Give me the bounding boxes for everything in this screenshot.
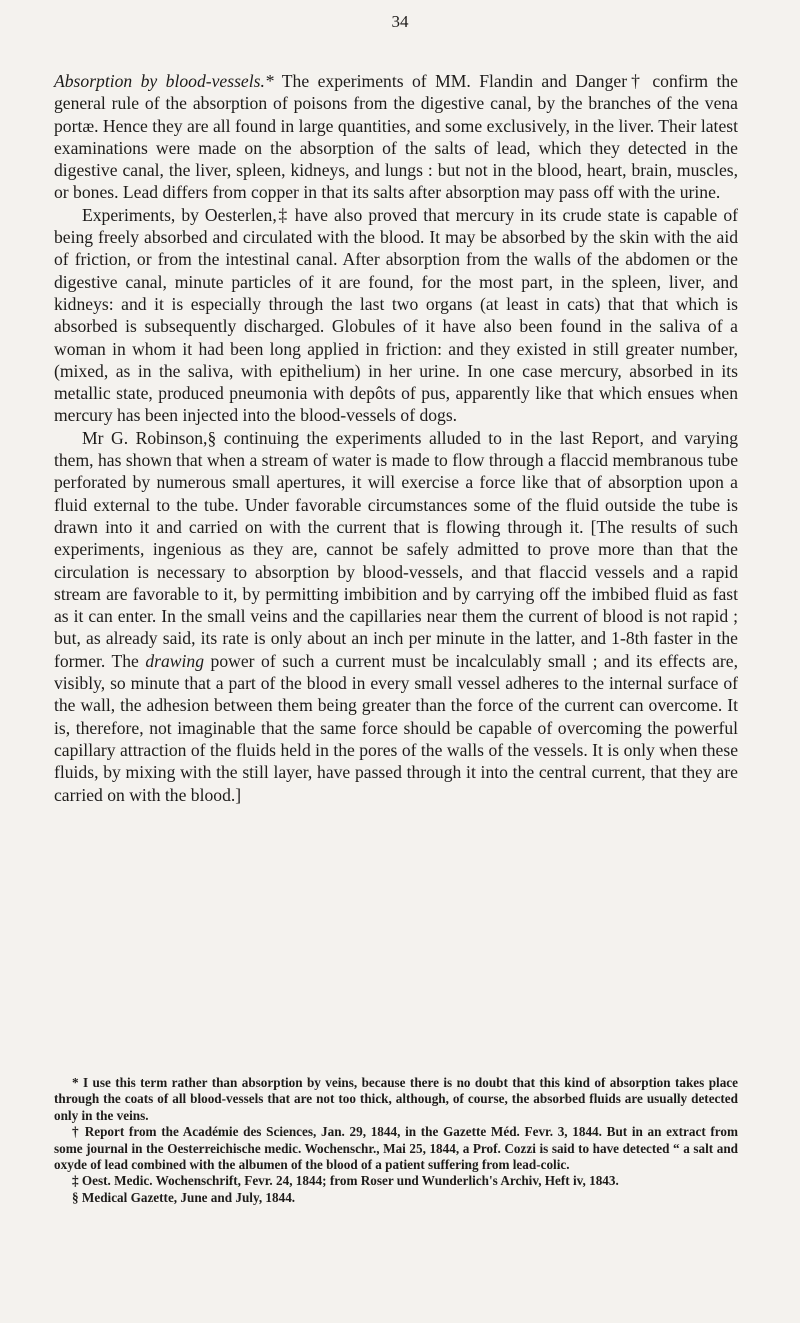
paragraph-text: The experiments of MM. Flandin and Danger† confirm the general rule of the absorption of poisons from the digestive canal, by the branches of the vena portæ. Hence they are all found in large quantities, and some exclusively, in the liver. Their latest examinations were made on the absorption of the salts of lead, which they detected in the digestive canal, the liver, spleen, kidneys, and lungs : but not in the blood, heart, brain, muscles, or bones. Lead differs from copper in that its salts after absorption may pass off with the urine.	[54, 71, 738, 203]
footnotes	[54, 1075, 738, 1206]
footnote-double-dagger: ‡ Oest. Medic. Wochenschrift, Fevr. 24, 1844; from Roser und Wunderlich's Archiv, Heft iv, 1843.	[72, 1173, 619, 1189]
paragraph-absorption-blood-vessels	[54, 70, 738, 204]
footnote-asterisk: * I use this term rather than absorption by veins, because there is no doubt that this kind of absorption takes place through the coats of all blood-vessels that are not too thick, although, of course, the absorbed fluids are usually detected only in the veins.	[54, 1075, 738, 1123]
page-number: 34	[391, 12, 409, 31]
section-heading: Absorption by blood-vessels.*	[54, 71, 274, 91]
paragraph-oesterlen-mercury	[54, 204, 738, 427]
footnote-section: § Medical Gazette, June and July, 1844.	[72, 1189, 296, 1205]
footnote-dagger: † Report from the Académie des Sciences, Jan. 29, 1844, in the Gazette Méd. Fevr. 3, 1844. But in an extract from some journal in the Oesterreichische medic. Wochenschr., Mai 25, 1844, a Prof. Cozzi is said to have detected “ a salt and oxyde of lead combined with the albumen of the blood of a patient suffering from lead-colic.	[54, 1124, 738, 1173]
paragraph-text: power of such a current must be incalculably small ; and its effects are, visibly, so minute that a part of the blood in every small vessel adheres to the internal surface of the wall, the adhesion between them being greater than the force of the current can overcome. It is, therefore, not imaginable that the same force should be capable of overcoming the powerful capillary attraction of the fluids held in the pores of the walls of the vessels. It is only when these fluids, by mixing with the still layer, have passed through it into the central current, that they are carried on with the blood.]	[54, 650, 738, 805]
paragraph-text: Experiments, by Oesterlen,‡ have also proved that mercury in its crude state is capable of being freely absorbed and circulated with the blood. It may be absorbed by the skin with the aid of friction, or from the intestinal canal. After absorption from the walls of the abdomen or the digestive canal, minute particles of it are found, for the most part, in the spleen, liver, and kidneys: and it is especially through the last two organs (at least in cats) that that which is absorbed is subsequently discharged. Globules of it have also been found in the saliva of a woman in whom it had been long applied in friction: and they existed in still greater number, (mixed, as in the saliva, with epithelium) in her urine. In one case mercury, absorbed in its metallic state, produced pneumonia with depôts of pus, apparently like that which ensues when mercury has been injected into the blood-vessels of dogs.	[54, 204, 738, 426]
paragraph-robinson-experiments	[54, 427, 738, 806]
main-text	[54, 70, 738, 806]
emphasis-drawing: drawing	[145, 650, 205, 671]
paragraph-text: Mr G. Robinson,§ continuing the experiments alluded to in the last Report, and varying them, has shown that when a stream of water is made to flow through a flaccid membranous tube perforated by numerous small apertures, it will exercise a force like that of absorption upon a fluid external to the tube. Under favorable circumstances some of the fluid outside the tube is drawn into it and carried on with the current that is flowing through it. [The results of such experiments, ingenious as they are, cannot be safely admitted to prove more than that the circulation is necessary to absorption by blood-vessels, and that flaccid vessels and a rapid stream are favorable to it, by permitting imbibition and by carrying off the imbibed fluid as fast as it can enter. In the small veins and the capillaries near them the current of blood is not rapid ; but, as already said, its rate is only about an inch per minute in the latter, and 1-8th faster in the former. The	[54, 427, 739, 671]
